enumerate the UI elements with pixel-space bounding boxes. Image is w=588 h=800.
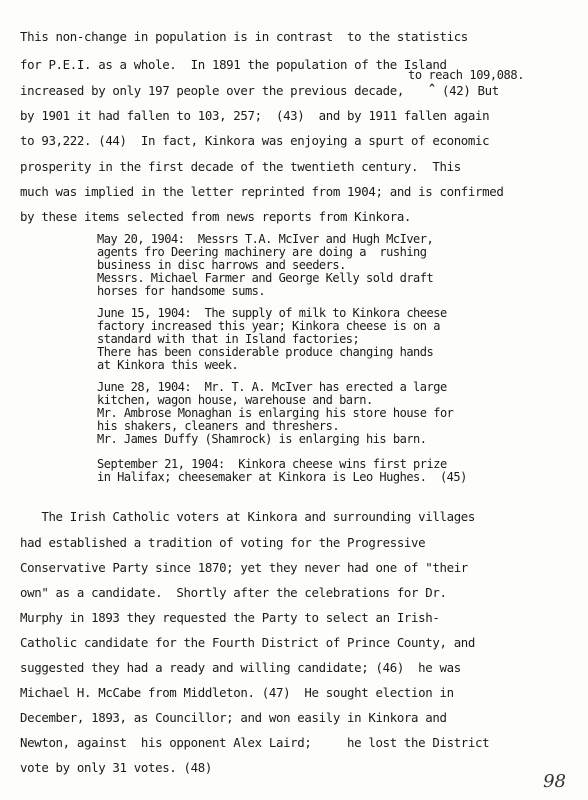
- news-item-line: Mr. Ambrose Monaghan is enlarging his store house for: [97, 406, 454, 420]
- text-line: This non-change in population is in contrast to the statistics: [20, 29, 468, 44]
- text-line: for P.E.I. as a whole. In 1891 the population of the Island: [20, 57, 447, 72]
- text-line: prosperity in the first decade of the twentieth century. This: [20, 159, 461, 174]
- news-item-line: September 21, 1904: Kinkora cheese wins first prize: [97, 457, 447, 471]
- text-line: Newton, against his opponent Alex Laird; he lost the District: [20, 735, 490, 750]
- text-line: vote by only 31 votes. (48): [20, 760, 212, 775]
- text-line: to 93,222. (44) In fact, Kinkora was enjoying a spurt of economic: [20, 133, 490, 148]
- news-item-line: business in disc harrows and seeders.: [97, 258, 346, 272]
- news-item-line: his shakers, cleaners and threshers.: [97, 419, 340, 433]
- news-item-line: June 28, 1904: Mr. T. A. McIver has erected a large: [97, 380, 447, 394]
- text-line: The Irish Catholic voters at Kinkora and surrounding villages: [20, 509, 476, 524]
- text-line: Catholic candidate for the Fourth District of Prince County, and: [20, 635, 476, 650]
- text-line: suggested they had a ready and willing candidate; (46) he was: [20, 660, 461, 675]
- text-line: much was implied in the letter reprinted from 1904; and is confirmed: [20, 184, 504, 199]
- news-item-line: agents fro Deering machinery are doing a rushing: [97, 245, 427, 259]
- text-line: December, 1893, as Councillor; and won easily in Kinkora and: [20, 710, 447, 725]
- news-item-line: at Kinkora this week.: [97, 358, 239, 372]
- text-line: Conservative Party since 1870; yet they never had one of "their: [20, 560, 468, 575]
- text-line: own" as a candidate. Shortly after the celebrations for Dr.: [20, 585, 447, 600]
- news-item-line: Mr. James Duffy (Shamrock) is enlarging his barn.: [97, 432, 427, 446]
- text-line: by 1901 it had fallen to 103, 257; (43) and by 1911 fallen again: [20, 108, 490, 123]
- text-line: had established a tradition of voting for the Progressive: [20, 535, 426, 550]
- news-item-line: May 20, 1904: Messrs T.A. McIver and Hugh McIver,: [97, 232, 434, 246]
- text-line: increased by only 197 people over the previous decade,: [20, 83, 404, 98]
- news-item-line: Messrs. Michael Farmer and George Kelly sold draft: [97, 271, 434, 285]
- text-line: Murphy in 1893 they requested the Party to select an Irish-: [20, 610, 440, 625]
- text-insertion: to reach 109,088.: [408, 68, 525, 82]
- news-item-line: in Halifax; cheesemaker at Kinkora is Leo Hughes. (45): [97, 470, 467, 484]
- news-item-line: standard with that in Island factories;: [97, 332, 360, 346]
- news-item-line: kitchen, wagon house, warehouse and barn.: [97, 393, 373, 407]
- text-line: Michael H. McCabe from Middleton. (47) He sought election in: [20, 685, 454, 700]
- insertion-caret: ^: [429, 83, 436, 94]
- news-item-line: horses for handsome sums.: [97, 284, 266, 298]
- news-item-line: June 15, 1904: The supply of milk to Kinkora cheese: [97, 306, 447, 320]
- news-item-line: There has been considerable produce changing hands: [97, 345, 434, 359]
- text-line: (42) But: [442, 83, 499, 98]
- text-line: by these items selected from news reports from Kinkora.: [20, 209, 412, 224]
- page-number: 98: [543, 771, 566, 792]
- news-item-line: factory increased this year; Kinkora cheese is on a: [97, 319, 440, 333]
